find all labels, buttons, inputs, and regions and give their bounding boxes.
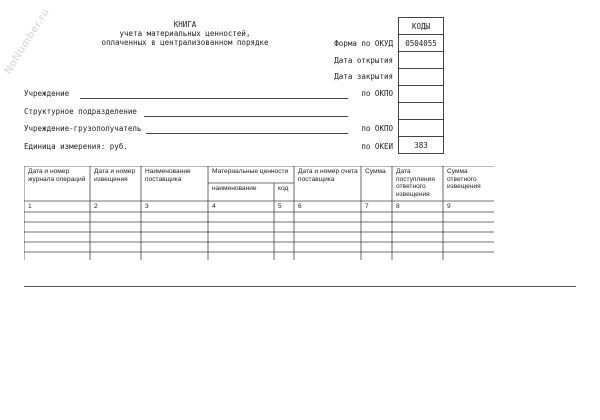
label-form-okud: Форма по ОКУД <box>334 39 393 48</box>
code-okpo-2[interactable] <box>399 120 444 137</box>
institution-line[interactable] <box>80 98 348 99</box>
label-open-date: Дата открытия <box>334 56 393 65</box>
colnum-5: 5 <box>278 203 282 210</box>
label-institution: Учреждение <box>24 89 70 98</box>
colnum-9: 9 <box>447 203 451 210</box>
subheader-code: код <box>278 185 289 192</box>
code-okpo-1[interactable] <box>399 86 444 103</box>
label-structural-unit: Структурное подразделение <box>24 107 137 116</box>
ledger-table <box>24 166 494 260</box>
header-notice: Дата и номер извещения <box>94 168 136 183</box>
codes-table <box>398 17 444 154</box>
label-unit: Единица измерения: руб. <box>24 142 128 151</box>
label-okpo-2: по ОКПО <box>361 124 393 133</box>
codes-header: КОДЫ <box>399 18 444 35</box>
code-blank[interactable] <box>399 103 444 120</box>
colnum-7: 7 <box>365 203 369 210</box>
bottom-divider <box>24 286 576 287</box>
label-recipient: Учреждение-грузополучатель <box>24 124 142 133</box>
title-line-1: КНИГА <box>173 20 197 29</box>
colnum-8: 8 <box>396 203 400 210</box>
colnum-2: 2 <box>94 203 98 210</box>
watermark: NoNumber.ru <box>2 6 53 77</box>
structural-unit-line[interactable] <box>144 116 348 117</box>
header-notice-amount: Сумма ответного извещения <box>447 168 481 191</box>
label-okpo-1: по ОКПО <box>361 89 393 98</box>
code-okud: 0504055 <box>399 35 444 52</box>
code-okei: 383 <box>399 137 444 154</box>
header-amount: Сумма <box>365 168 386 175</box>
code-close-date[interactable] <box>399 69 444 86</box>
subheader-name: наименование <box>212 185 257 192</box>
label-close-date: Дата закрытия <box>334 72 393 81</box>
label-okei: по ОКЕИ <box>361 142 393 151</box>
colnum-3: 3 <box>145 203 149 210</box>
title-line-2: учета материальных ценностей, <box>119 29 251 38</box>
header-journal: Дата и номер журнала операций <box>28 168 86 183</box>
header-material-values: Материальные ценности <box>212 168 289 175</box>
header-invoice: Дата и номер счета поставщика <box>298 168 358 183</box>
code-open-date[interactable] <box>399 52 444 69</box>
colnum-4: 4 <box>212 203 216 210</box>
colnum-6: 6 <box>298 203 302 210</box>
header-receipt-date: Дата поступления ответного извещения <box>396 168 435 198</box>
recipient-line[interactable] <box>146 133 348 134</box>
header-supplier: Наименование поставщика <box>145 168 191 183</box>
colnum-1: 1 <box>28 203 32 210</box>
title-line-3: оплаченных в централизованном порядке <box>101 38 269 47</box>
